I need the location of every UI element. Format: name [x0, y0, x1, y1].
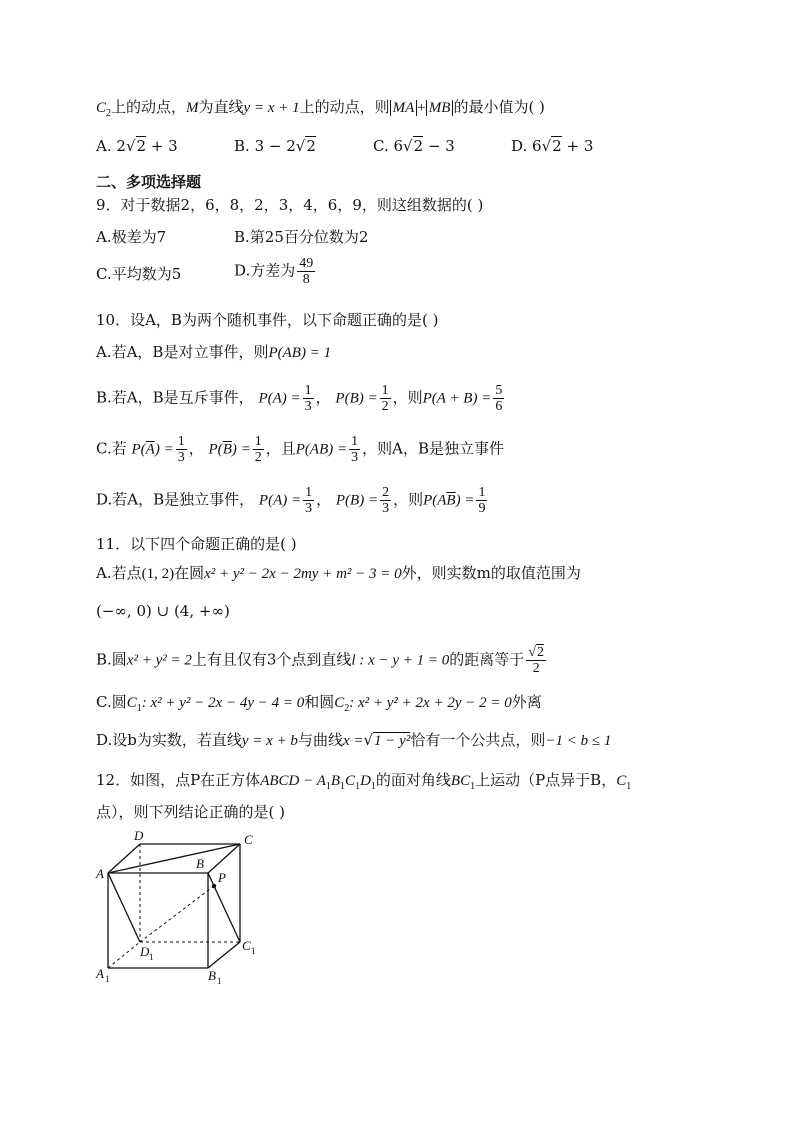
c2-symbol: C [96, 100, 107, 116]
q8-option-c: C. 6√2 − 3 [373, 137, 455, 155]
q10-option-a: A.若A，B是对立事件，则P(AB) = 1 [96, 343, 332, 361]
q9-option-a: A.极差为7 [96, 228, 167, 246]
q9-option-b: B.第25百分位数为2 [234, 228, 369, 246]
label-C1: C [242, 938, 251, 953]
q11-option-b: B.圆x² + y² = 2上有且仅有3个点到直线l : x − y + 1 = 0的距离等于 $\frac{√2}{2}$ [96, 645, 544, 676]
edge-A1D1 [108, 942, 140, 968]
label-D: D [134, 828, 144, 843]
label-B1: B [208, 968, 216, 983]
q10-option-b: B.若A，B是互斥事件， P(A) = $\frac{1}{3}$ ， P(B) = $\frac{1}{2}$ ，则P(A + B) = $\frac{5}{6}$ [96, 383, 503, 414]
q11-option-d: D.设b为实数，若直线y = x + b与曲线x =√1 − y²恰有一个公共点，则−1 < b ≤ 1 [96, 731, 612, 749]
edge-BC [208, 844, 240, 873]
q10-stem: 10．设A，B为两个随机事件，以下命题正确的是( ) [96, 311, 439, 329]
q8-option-b: B. 3 − 2√2 [234, 137, 316, 155]
q11-option-a-line1: A.若点(1, 2)在圆x² + y² − 2x − 2my + m² − 3 = 0外，则实数m的取值范围为 [96, 564, 581, 582]
label-A1: A [96, 966, 104, 981]
q10-option-c: C.若 $P(\overline{A})$ = $\frac{1}{3}$ ， $P(\overline{B})$ = $\frac{1}{2}$ ，且P(AB) = $\frac{1}{3}$ ，则A，B是独立事件 [96, 434, 504, 465]
line-equation: y = x + 1 [243, 100, 300, 116]
q11-option-a-line2: (−∞, 0) ∪ (4, +∞) [96, 602, 230, 620]
line-D1P [140, 886, 214, 942]
q9-option-c: C.平均数为5 [96, 265, 182, 283]
line-AD1 [108, 873, 140, 942]
q9-option-d: D.方差为 $\frac{49}{8}$ [234, 256, 314, 287]
q8-option-a: A. 2√2 + 3 [96, 137, 178, 155]
section-title: 二、多项选择题 [96, 173, 202, 191]
svg-text:1: 1 [105, 974, 110, 984]
label-C: C [244, 832, 253, 847]
label-A: A [96, 866, 104, 881]
q12-stem-line2: 点），则下列结论正确的是( ) [96, 803, 285, 821]
label-B: B [196, 856, 204, 871]
q11-option-c: C.圆$C_1$: x² + y² − 2x − 4y − 4 = 0和圆$C_2$: x² + y² + 2x + 2y − 2 = 0外离 [96, 693, 542, 714]
edge-AD [108, 844, 140, 873]
q8-stem-tail: $C_2$上的动点，M为直线y = x + 1上的动点，则 MA + MB 的最小值为( ) [96, 98, 545, 119]
q10-option-d: D.若A，B是独立事件， P(A) = $\frac{1}{3}$ ， P(B) = $\frac{2}{3}$ ，则$P(A\overline{B})$ = $\frac{1}{9}$ [96, 485, 486, 516]
q9-stem: 9．对于数据2，6，8，2，3，4，6，9，则这组数据的( ) [96, 196, 484, 214]
cube-solid-edges [108, 844, 240, 968]
cube-figure [92, 826, 272, 986]
svg-text:1: 1 [251, 946, 256, 956]
svg-text:1: 1 [149, 952, 154, 962]
svg-text:1: 1 [217, 976, 222, 986]
label-D1: D [140, 944, 150, 959]
point-P [212, 884, 216, 888]
edge-B1C1 [208, 942, 240, 968]
q12-stem-line1: 12．如图，点P在正方体ABCD − $A_1B_1C_1D_1$的面对角线$BC_1$上运动（P点异于B，$C_1$ [96, 771, 632, 792]
label-P: P [218, 870, 226, 885]
q11-stem: 11．以下四个命题正确的是( ) [96, 535, 297, 553]
q8-option-d: D. 6√2 + 3 [511, 137, 594, 155]
diag-AC [108, 844, 240, 873]
